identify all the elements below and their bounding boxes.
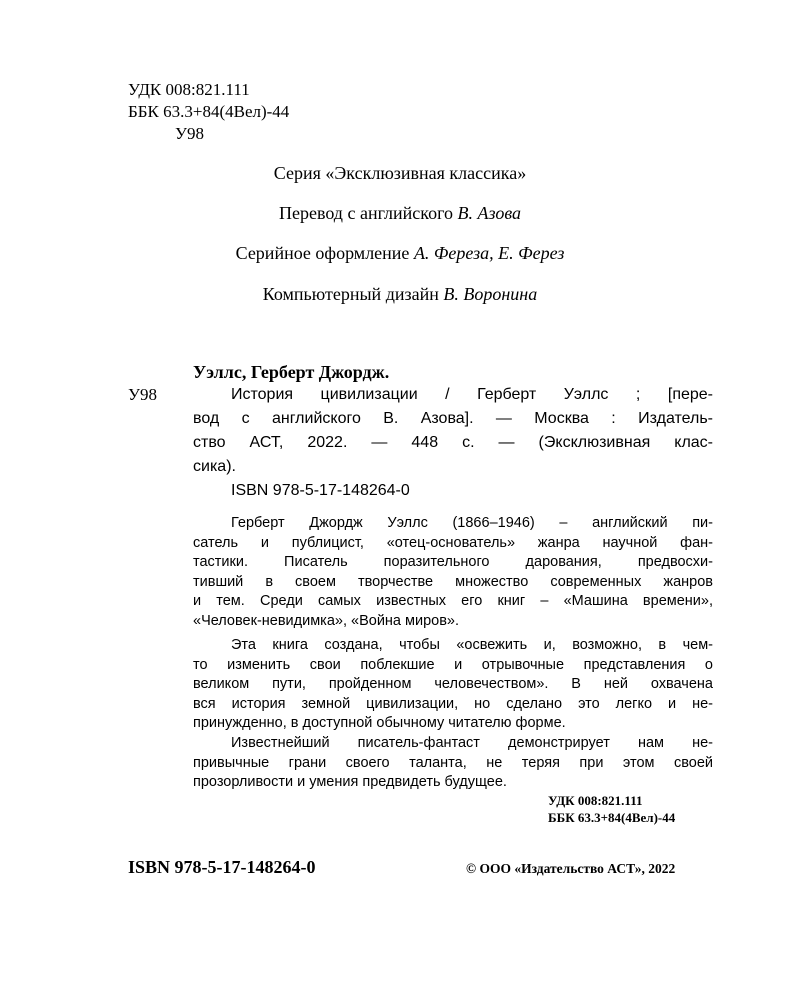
record-line: ство АСТ, 2022. — 448 с. — (Эксклюзивная клас- <box>193 434 713 451</box>
designers-names: А. Фереза, Е. Ферез <box>413 243 565 263</box>
computer-designer-name: В. Воронина <box>443 284 538 304</box>
series-line: Серия «Эксклюзивная классика» <box>273 163 527 183</box>
annotation-line: вся история земной цивилизации, но сделано это легко и не- <box>193 695 713 712</box>
design-label: Серийное оформление <box>235 243 410 263</box>
annotation-paragraph-3 <box>193 734 713 793</box>
record-description <box>193 383 713 479</box>
annotation-line: и тем. Среди самых известных его книг – «Машина времени», <box>193 593 713 609</box>
design-line <box>0 241 800 265</box>
copyright-notice: © ООО «Издательство АСТ», 2022 <box>466 861 676 876</box>
bottom-isbn: ISBN 978-5-17-148264-0 <box>128 857 316 877</box>
translator-name: В. Азова <box>457 203 522 223</box>
bottom-bbk-code: ББК 63.3+84(4Вел)-44 <box>548 810 676 825</box>
record-isbn: ISBN 978-5-17-148264-0 <box>231 482 410 499</box>
bottom-udk-code: УДК 008:821.111 <box>548 793 643 808</box>
record-line: История цивилизации / Герберт Уэллс ; [пере- <box>231 386 713 403</box>
annotation-line: Эта книга создана, чтобы «освежить и, возможно, в чем- <box>231 637 713 653</box>
cutter-code: У98 <box>175 124 205 143</box>
annotation-line: тивший в своем творчестве множество современных жанров <box>193 573 713 590</box>
annotation-line: то изменить свои поблекшие и отрывочные представления о <box>193 656 713 673</box>
translation-label: Перевод с английского <box>278 203 454 223</box>
record-line: сика). <box>193 458 236 475</box>
record-line: вод с английского В. Азова]. — Москва : Издатель- <box>193 410 713 427</box>
annotation-line: прозорливости и умения предвидеть будущее. <box>193 774 507 790</box>
record-author: Уэллс, Герберт Джордж. <box>193 362 390 382</box>
annotation-line: принужденно, в доступной обычному читателю форме. <box>193 715 566 731</box>
udk-code: УДК 008:821.111 <box>128 80 250 99</box>
computer-design-line <box>0 282 800 306</box>
annotation-line: привычные грани своего таланта, не теряя при этом своей <box>193 754 713 771</box>
record-cutter: У98 <box>128 385 158 404</box>
annotation-line: сатель и публицист, «отец-основатель» жанра научной фан- <box>193 534 713 551</box>
annotation-line: Известнейший писатель-фантаст демонстрирует нам не- <box>231 735 713 751</box>
annotation-line: великом пути, пройденном человечеством». В ней охвачена <box>193 676 713 692</box>
annotation-line: «Человек-невидимка», «Война миров». <box>193 612 460 629</box>
annotation-paragraph-1 <box>193 514 713 631</box>
annotation-paragraph-2 <box>193 636 713 734</box>
computer-design-label: Компьютерный дизайн <box>262 284 439 304</box>
bbk-code: ББК 63.3+84(4Вел)-44 <box>128 102 290 121</box>
translation-line <box>0 201 800 225</box>
annotation-line: Герберт Джордж Уэллс (1866–1946) – английский пи- <box>231 515 713 531</box>
annotation-line: тастики. Писатель поразительного дарования, предвосхи- <box>193 554 713 570</box>
